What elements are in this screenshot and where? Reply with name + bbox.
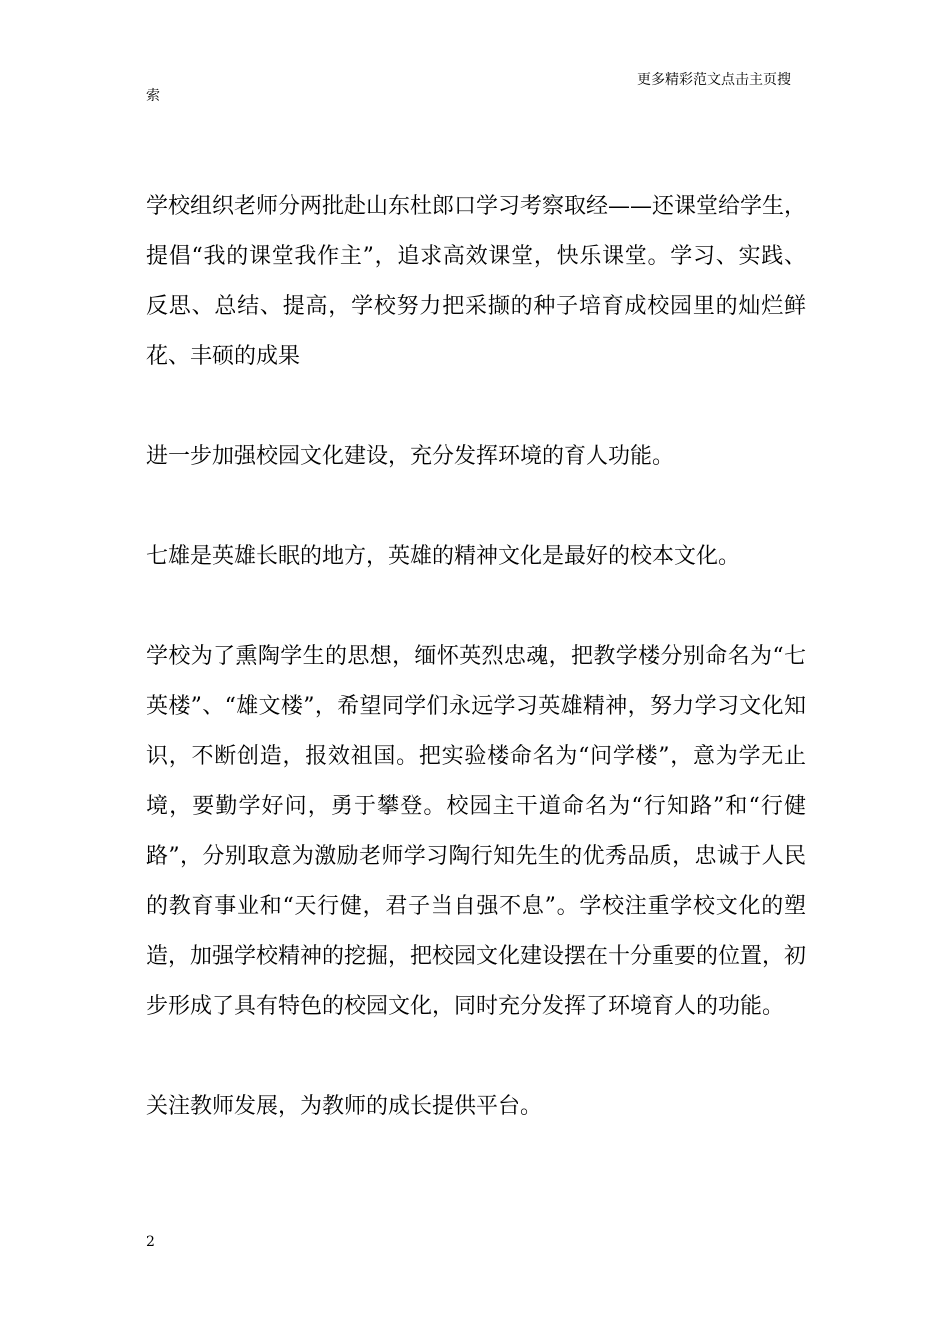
paragraph: 学校组织老师分两批赴山东杜郎口学习考察取经——还课堂给学生，提倡“我的课堂我作主”，追求高效课堂，快乐课堂。学习、实践、反思、总结、提高，学校努力把采撷的种子培育成校园里的灿烂鲜花、丰硕的成果 <box>146 194 807 369</box>
header-link-text-continued: 索 <box>146 88 160 104</box>
paragraph: 关注教师发展，为教师的成长提供平台。 <box>146 1094 543 1119</box>
page-number: 2 <box>146 1234 155 1250</box>
header-link-text: 更多精彩范文点击主页搜 <box>637 72 791 88</box>
paragraph-gap <box>146 1032 806 1082</box>
document-body <box>146 182 806 1132</box>
paragraph-gap <box>146 482 806 532</box>
paragraph: 七雄是英雄长眠的地方，英雄的精神文化是最好的校本文化。 <box>146 544 741 569</box>
paragraph-gap <box>146 382 806 432</box>
paragraph: 学校为了熏陶学生的思想，缅怀英烈忠魂，把教学楼分别命名为“七英楼”、“雄文楼”，希望同学们永远学习英雄精神，努力学习文化知识，不断创造，报效祖国。把实验楼命名为“问学楼”，意为学无止境，要勤学好问，勇于攀登。校园主干道命名为“行知路”和“行健路”，分别取意为激励老师学习陶行知先生的优秀品质，忠诚于人民的教育事业和“天行健，君子当自强不息”。学校注重学校文化的塑造，加强学校精神的挖掘，把校园文化建设摆在十分重要的位置，初步形成了具有特色的校园文化，同时充分发挥了环境育人的功能。 <box>146 644 807 1019</box>
paragraph-gap <box>146 582 806 632</box>
paragraph: 进一步加强校园文化建设，充分发挥环境的育人功能。 <box>146 444 675 469</box>
